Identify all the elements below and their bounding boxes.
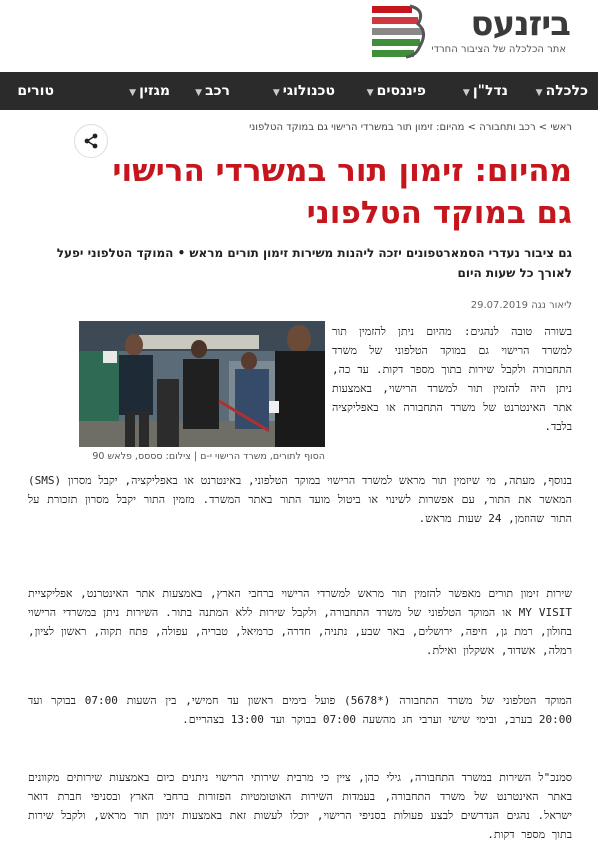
chevron-down-icon: ▼	[462, 88, 470, 98]
article-date: 29.07.2019	[470, 300, 528, 311]
nav-item-label: פיננסים	[376, 83, 426, 99]
article-photo	[79, 321, 325, 447]
nav-item-finance[interactable]	[367, 72, 426, 110]
nav-item-magazine[interactable]	[129, 72, 170, 110]
image-caption: הסוף לתורים, משרד הרישוי י-ם | צילום: סססס, פלאש 90	[92, 451, 325, 462]
article-title: מהיום: זימון תור במשרדי הרישוי גם במוקד הטלפוני	[112, 153, 572, 231]
breadcrumb[interactable]: ראשי > רכב ותחבורה > מהיום: זימון תור במשרדי הרישוי גם במוקד הטלפוני	[249, 122, 572, 133]
share-icon	[83, 133, 99, 149]
nav-item-cars[interactable]	[195, 72, 230, 110]
nav-item-columns[interactable]	[17, 72, 54, 110]
nav-item-real-estate[interactable]	[463, 72, 508, 110]
nav-item-label: טכנולוגי	[282, 83, 335, 99]
nav-item-label: טורים	[17, 83, 54, 99]
chevron-down-icon: ▼	[195, 88, 203, 98]
article-paragraph: בשורה טובה לנהגים: מהיום ניתן להזמין תור למשרד הרישוי גם במוקד הטלפוני של משרד התחבורה ולקבל שירות בתוך מספר דקות. עד כה, ניתן היה להזמין תור למשרד הרישוי, באמצעות אתר האינטרנט של משרד התחבורה או באפליקציה בלבד.	[332, 325, 572, 433]
site-header	[0, 0, 598, 72]
article-subtitle: גם ציבור נעדרי הסמארטפונים יזכה ליהנות משירות זימון תורים מראש • המוקד הטלפוני יפעל לאורך כל שעות היום	[56, 246, 572, 280]
chevron-down-icon: ▼	[129, 88, 137, 98]
site-logo[interactable]	[370, 2, 570, 62]
nav-item-label: כלכלה	[545, 83, 588, 99]
article-byline	[467, 300, 572, 311]
chevron-down-icon: ▼	[366, 88, 374, 98]
chevron-down-icon: ▼	[535, 88, 543, 98]
article-image	[79, 321, 325, 447]
logo-tagline: אתר הכלכלה של הציבור החרדי	[431, 44, 566, 55]
nav-item-tech[interactable]	[273, 72, 335, 110]
main-nav	[0, 72, 598, 110]
nav-item-label: מגזין	[139, 83, 170, 99]
article-paragraph: בנוסף, מעתה, מי שיזמין תור מראש למשרד הרישוי במוקד הטלפוני, באינטרנט או באפליקציה, יקבל מסרון (SMS) המאשר את התור, עם אפשרות לשינוי או ביטול מועד התור באתר המשרד. מזמין התור יקבל מסרון תזכורת על התור שהוזמן, 24 שעות מראש.	[28, 474, 572, 525]
article-author[interactable]: ליאור נגה	[531, 300, 572, 311]
nav-item-label: רכב	[205, 83, 230, 99]
article-paragraph: סמנכ"ל השירות במשרד התחבורה, גילי כהן, ציין כי מרבית שירותי הרישוי ניתנים כיום באמצעות שירותים מקוונים באתר האינטרנט של משרד התחבורה, בעמדות השירות האוטומטיות הפזורות ברחבי הארץ ובסניפי חברת דואר ישראל. נהגים הנדרשים לבצע פעולות בסניפי הרישוי, יוכלו לעשות זאת באמצעות זימון תור מראש, ולקבל שירות בתוך מספר דקות.	[28, 771, 572, 841]
nav-item-label: נדל"ן	[472, 83, 508, 99]
chevron-down-icon: ▼	[272, 88, 280, 98]
nav-item-economy[interactable]	[536, 72, 588, 110]
article-paragraph: שירות זימון תורים מאפשר להזמין תור מראש למשרדי הרישוי ברחבי הארץ, באמצעות אתר האינטרנט, אפליקציית MY VISIT או המוקד הטלפוני של משרד התחבורה, ולקבל שירות ללא המתנה בתור. השירות ניתן במשרדי הרישוי בחולון, רמת גן, חיפה, ירושלים, באר שבע, נתניה, חדרה, כרמיאל, טבריה, עפולה, פתח תקוה, ראשון לציון, רמלה, אשדוד, אשקלון ואילת.	[28, 587, 572, 657]
logo-b-icon	[370, 2, 430, 60]
article-paragraph: המוקד הטלפוני של משרד התחבורה (*5678) פועל בימים ראשון עד חמישי, בין השעות 07:00 בבוקר ועד 20:00 בערב, ובימי שישי וערבי חג מהשעה 07:00 בבוקר ועד 13:00 בצהריים.	[28, 694, 572, 726]
logo-wordmark: ביזנעס	[470, 4, 570, 44]
